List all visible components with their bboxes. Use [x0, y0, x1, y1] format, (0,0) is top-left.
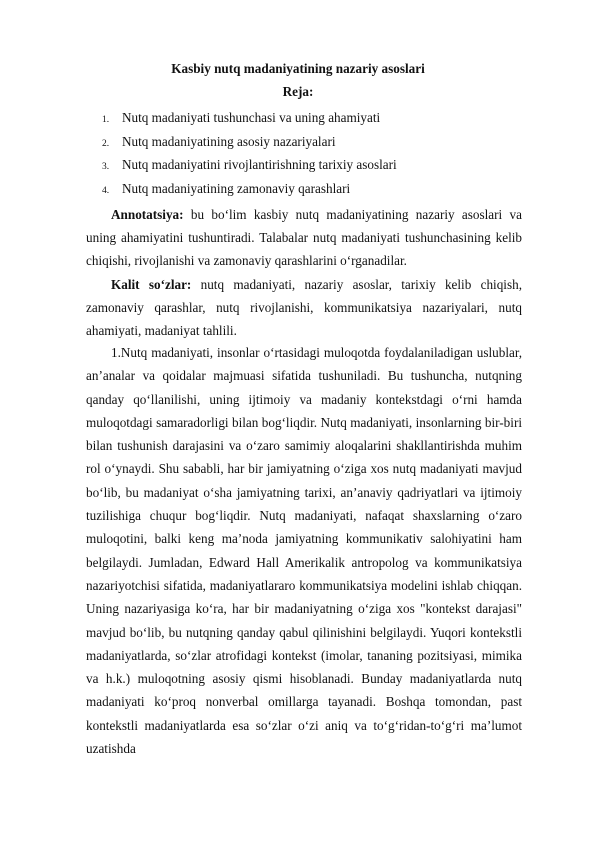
- plan-item-number: 4.: [102, 185, 110, 196]
- plan-item: [102, 177, 397, 201]
- plan-item-text: Nutq madaniyatining asosiy nazariyalari: [122, 133, 336, 149]
- plan-item-text: Nutq madaniyatini rivojlantirishning tarixiy asoslari: [122, 157, 397, 172]
- annotation-paragraph: [86, 203, 522, 273]
- keywords-paragraph: [86, 273, 522, 343]
- plan-item: [102, 130, 397, 154]
- plan-list: [102, 106, 397, 200]
- plan-item-number: 2.: [102, 138, 110, 149]
- plan-item-number: 1.: [102, 115, 110, 125]
- keywords-label: Kalit so‘zlar:: [111, 276, 192, 292]
- plan-item: [102, 153, 397, 177]
- annotation-label: Annotatsiya:: [111, 207, 184, 222]
- main-section: [86, 341, 522, 760]
- plan-item-number: 3.: [102, 162, 110, 172]
- body-paragraph: 1.Nutq madaniyati, insonlar o‘rtasidagi muloqotda foydalaniladigan uslublar, an’analar va qoidalar majmuasi sifatida tushuniladi. Bu tushuncha, nutqning qanday qo‘llanilishi, uning ijtimoiy va madaniy kontekstdagi o‘rni hamda muloqotdagi samaradorligi bilan bog‘liqdir. Nutq madaniyati, insonlarning bir-biri bilan tushunish darajasini va o‘zaro samimiy aloqalarini shakllantirishda muhim rol o‘ynaydi. Shu sababli, har bir jamiyatning o‘ziga xos nutq madaniyati mavjud bo‘lib, bu madaniyat o‘sha jamiyatning tarixi, an’anaviy qadriyatlari va ijtimoiy tuzilishiga chuqur bog‘liqdir. Nutq madaniyati, nafaqat shaxslarning o‘zaro muloqotini, balki keng ma’noda jamiyatning kommunikativ salohiyatini ham belgilaydi. Jumladan, Edward Hall Amerikalik antropolog va kommunikatsiya nazariyotchisi sifatida, madaniyatlararo kommunikatsiya modelini ishlab chiqqan. Uning nazariyasiga ko‘ra, har bir madaniyatning o‘ziga xos "kontekst darajasi" mavjud bo‘lib, bu nutqning qanday qabul qilinishini belgilaydi. Yuqori kontekstli madaniyatlarda, so‘zlar atrofidagi kontekst (imolar, tananing pozitsiyasi, mimika va h.k.) muloqotning asosiy qismi hisoblanadi. Bunday madaniyatlarda nutq madaniyati ko‘proq nonverbal omillarga tayanadi. Boshqa tomondan, past kontekstli madaniyatlarda esa so‘zlar o‘zi aniq va to‘g‘ridan-to‘g‘ri ma’lumot uzatishda: [86, 345, 522, 757]
- abstract-section: [86, 203, 522, 342]
- document-title: Kasbiy nutq madaniyatining nazariy asoslari: [171, 61, 425, 76]
- plan-item-text: Nutq madaniyati tushunchasi va uning ahamiyati: [122, 110, 381, 125]
- plan-item: [102, 106, 397, 130]
- plan-item-text: Nutq madaniyatining zamonaviy qarashlari: [122, 180, 351, 196]
- annotation-text: bu bo‘lim kasbiy nutq madaniyatining nazariy asoslari va uning ahamiyatini tushuntiradi. Talabalar nutq madaniyati tushunchasining kelib chiqishi, rivojlanishi va zamonaviy qarashlarini o‘rganadilar.: [86, 207, 522, 269]
- keywords-text: nutq madaniyati, nazariy asoslar, tarixiy kelib chiqish, zamonaviy qarashlar, nutq rivojlanishi, kommunikatsiya nazariyalari, nutq ahamiyati, madaniyat tahlili.: [86, 276, 522, 339]
- plan-heading: Reja:: [282, 84, 314, 99]
